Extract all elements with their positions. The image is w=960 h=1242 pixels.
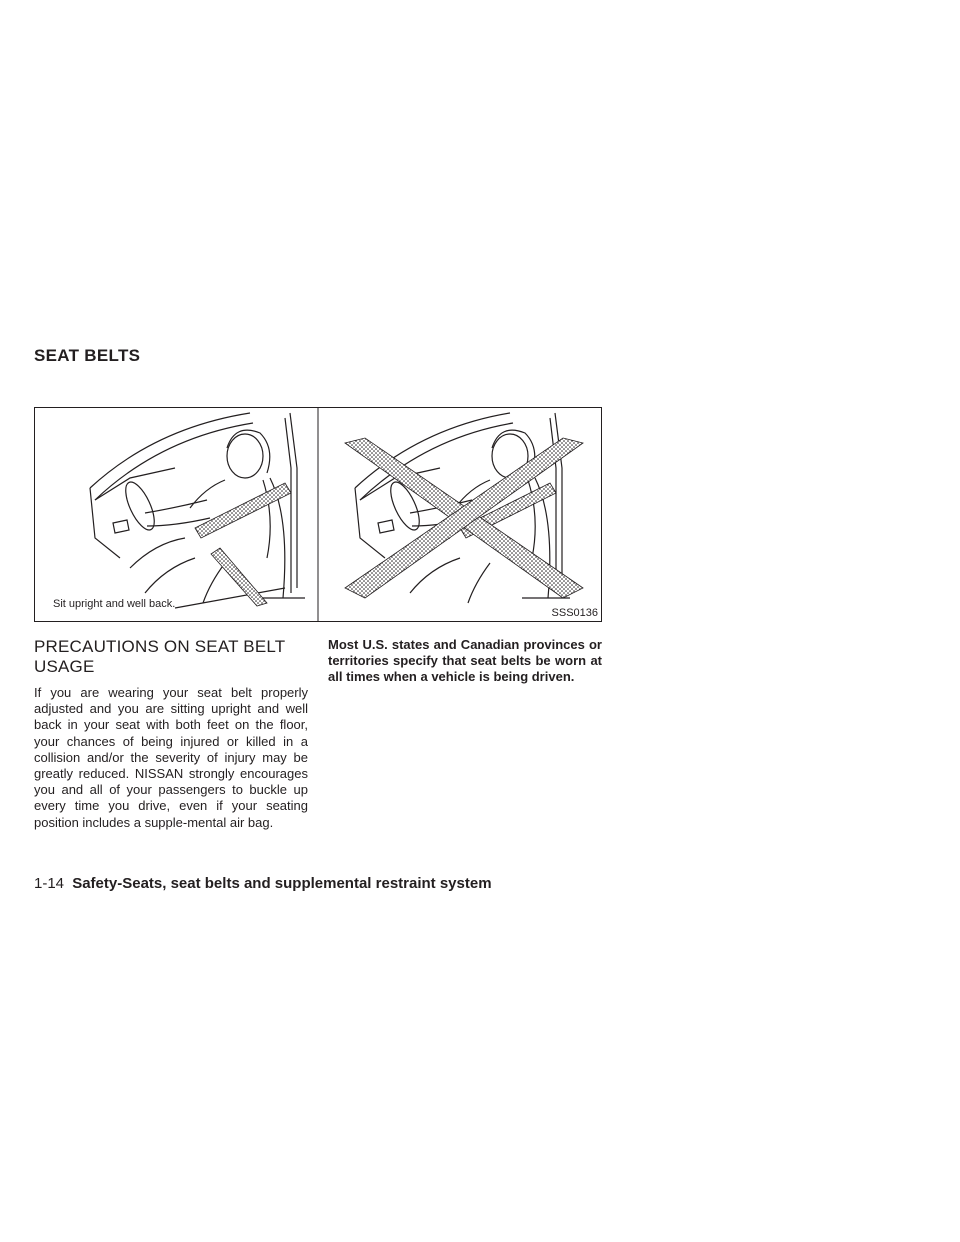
chapter-title: Safety-Seats, seat belts and supplemental restraint system: [72, 875, 492, 892]
precautions-body: If you are wearing your seat belt properly adjusted and you are sitting upright and well back in your seat with both feet on the floor, your chances of being injured or killed in a collision and/or the severity of injury may be greatly reduced. NISSAN strongly encourages you and all of your passengers to buckle up every time you drive, even if your seating position includes a supple-mental air bag.: [34, 685, 308, 830]
section-title: SEAT BELTS: [34, 346, 141, 365]
figure-code: SSS0136: [551, 607, 598, 619]
seat-belt-illustration: [34, 407, 602, 622]
figure-caption: Sit upright and well back.: [53, 598, 176, 610]
left-column: [34, 637, 308, 831]
legal-requirement-text: Most U.S. states and Canadian provinces or territories specify that seat belts be worn at all times when a vehicle is being driven.: [328, 637, 602, 685]
correct-posture-panel: [90, 413, 305, 608]
page-number: 1-14: [34, 875, 65, 892]
page-footer: [34, 875, 492, 892]
illustration-drawing: [35, 408, 602, 622]
precautions-heading: PRECAUTIONS ON SEAT BELT USAGE: [34, 637, 286, 676]
right-column: [328, 637, 602, 686]
